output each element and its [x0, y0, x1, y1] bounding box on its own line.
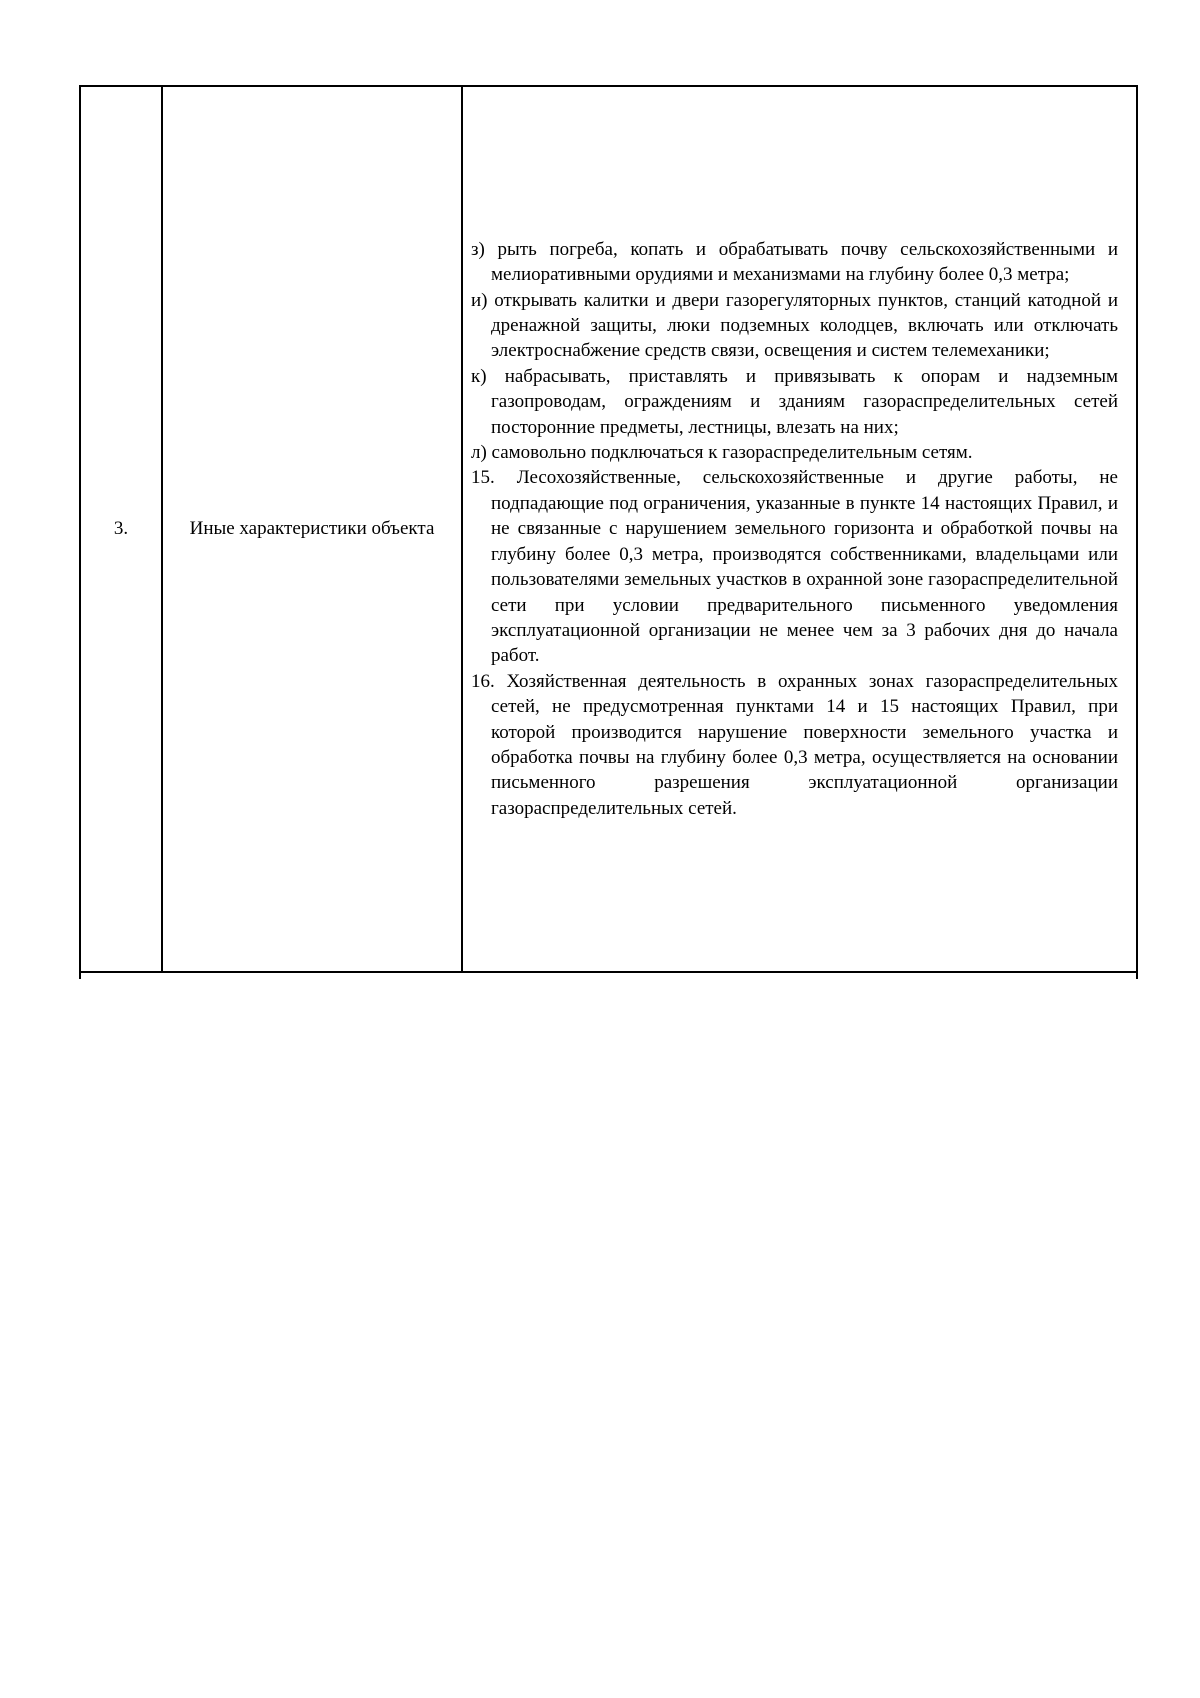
paragraph-16: 16. Хозяйственная деятельность в охранных зонах газораспределительных сетей, не предусмотренная пунктами 14 и 15 настоящих Правил, при которой производится нарушение поверхности земельного участка и обработка почвы на глубину более 0,3 метра, осуществляется на основании письменного разрешения эксплуатационной организации газораспределительных сетей.	[471, 670, 1118, 819]
characteristics-table	[79, 85, 1138, 973]
paragraph-k: к) набрасывать, приставлять и привязывать к опорам и надземным газопроводам, ограждениям и зданиям газораспределительных сетей посторонние предметы, лестницы, влезать на них;	[471, 365, 1118, 438]
row-name: Иные характеристики объекта	[162, 86, 462, 972]
paragraph-l: л) самовольно подключаться к газораспределительным сетям.	[471, 442, 973, 464]
paragraph-z: з) рыть погреба, копать и обрабатывать почву сельскохозяйственными и мелиоративными орудиями и механизмами на глубину более 0,3 метра;	[471, 238, 1118, 286]
table-border-stub-left	[79, 973, 81, 979]
table-border-stub-right	[1136, 973, 1138, 979]
table-row	[80, 86, 1137, 972]
row-number: 3.	[80, 86, 162, 972]
paragraph-15: 15. Лесохозяйственные, сельскохозяйственные и другие работы, не подпадающие под ограничения, указанные в пункте 14 настоящих Правил, и не связанные с нарушением земельного горизонта и обработкой почвы на глубину более 0,3 метра, производятся собственниками, владельцами или пользователями земельных участков в охранной зоне газораспределительной сети при условии предварительного письменного уведомления эксплуатационной организации не менее чем за 3 рабочих дня до начала работ.	[471, 467, 1118, 667]
row-description	[462, 86, 1137, 972]
paragraph-i: и) открывать калитки и двери газорегуляторных пунктов, станций катодной и дренажной защиты, люки подземных колодцев, включать или отключать электроснабжение средств связи, освещения и систем телемеханики;	[471, 289, 1118, 362]
